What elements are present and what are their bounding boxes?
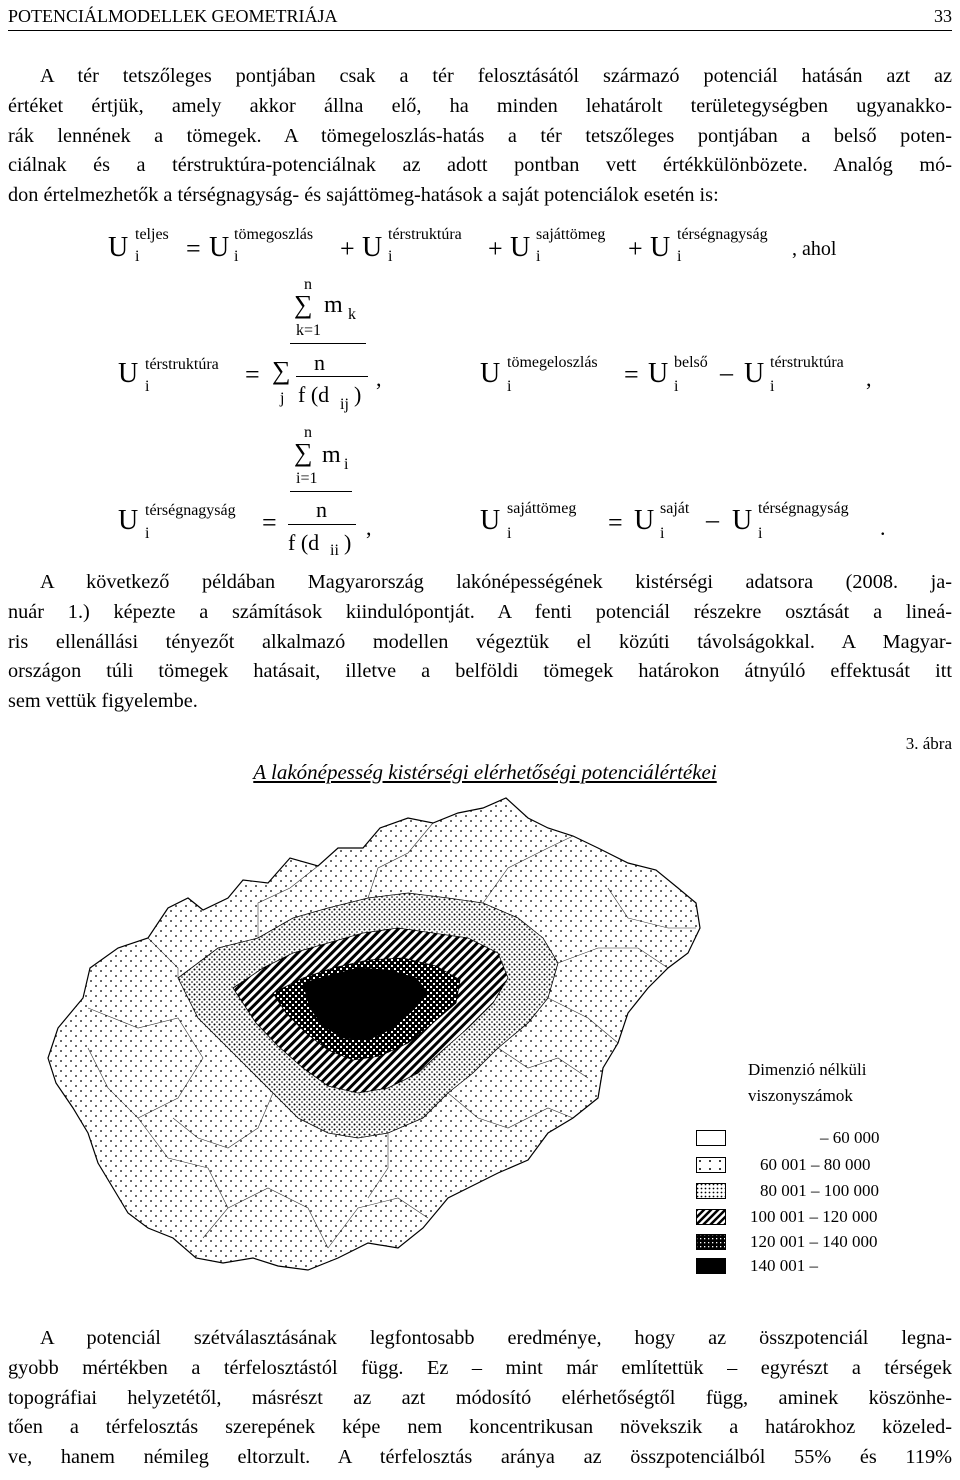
running-title: POTENCIÁLMODELLEK GEOMETRIÁJA bbox=[8, 6, 338, 26]
closing-line: tően a térfelosztás szerepének képe nem koncentrikusan növekszik a határokhoz közeled- bbox=[8, 1416, 952, 1439]
intro-line: ciálnak és a térstruktúra-potenciálnak az adott pontban vett értékkülönbözete. Analóg mó- bbox=[8, 154, 952, 177]
legend-title: Dimenzió nélküli viszonyszámok bbox=[748, 1060, 867, 1105]
intro-line: A tér tetszőleges pontjában csak a tér felosztásától származó potenciál hatásán azt az bbox=[40, 65, 952, 87]
legend-swatch bbox=[696, 1130, 726, 1146]
legend-swatch bbox=[696, 1183, 726, 1199]
closing-paragraph bbox=[8, 1324, 952, 1473]
legend-item: 60 001 – 80 000 bbox=[696, 1155, 946, 1175]
legend-swatch bbox=[696, 1157, 726, 1173]
hungary-potential-map bbox=[28, 788, 728, 1308]
intro-line: rák lennének a tömegek. A tömegeloszlás-hatás a tér tetszőleges pontjában a belső poten- bbox=[8, 124, 952, 147]
legend-item: 80 001 – 100 000 bbox=[696, 1181, 946, 1201]
page-number: 33 bbox=[934, 6, 952, 26]
running-header bbox=[8, 2, 952, 31]
legend-swatch bbox=[696, 1258, 726, 1274]
figure-title: A lakónépesség kistérségi elérhetőségi potenciálértékei bbox=[253, 760, 717, 784]
intro-line: értéket értjük, amely akkor állna elő, ha minden lehatárolt területegységben ugyanakko- bbox=[8, 94, 952, 117]
closing-line: gyobb mértékben a térfelosztástól függ. Ez – mint már említettük – egyrészt a térségek bbox=[8, 1356, 952, 1379]
body-line: A következő példában Magyarország lakónépességének kistérségi adatsora (2008. ja- bbox=[40, 571, 952, 593]
body-paragraph bbox=[8, 568, 952, 717]
legend-item: 100 001 – 120 000 bbox=[696, 1207, 946, 1227]
body-line: országon túli tömegek hatásait, illetve a belföldi tömegek határokon átnyúló effektusát itt bbox=[8, 660, 952, 683]
closing-line: ve, hanem némileg eltorzult. A térfelosztás aránya az összpotenciálból 55% és 119% bbox=[8, 1446, 952, 1469]
intro-paragraph bbox=[8, 62, 952, 211]
legend-swatch bbox=[696, 1209, 726, 1225]
legend-item: 120 001 – 140 000 bbox=[696, 1232, 946, 1252]
closing-line: A potenciál szétválasztásának legfontosabb eredménye, hogy az összpotenciál legna- bbox=[40, 1327, 952, 1349]
intro-line: don értelmezhetők a térségnagyság- és sajáttömeg-hatások a saját potenciálok esetén is: bbox=[8, 184, 719, 207]
figure-number: 3. ábra bbox=[905, 734, 952, 753]
body-line: sem vettük figyelembe. bbox=[8, 690, 198, 713]
legend-swatch bbox=[696, 1234, 726, 1250]
body-line: nuár 1.) képezte a számítások kiindulópontját. A fenti potenciál részekre osztását a lineá- bbox=[8, 600, 952, 623]
body-line: ris ellenállási tényezőt alkalmazó modellen végeztük el közúti távolságokkal. A Magyar- bbox=[8, 630, 952, 653]
legend-item: 140 001 – bbox=[696, 1256, 946, 1276]
closing-line: topográfiai helyzetétől, másrészt az azt módosító elérhetőségtől függ, aminek köszönhe- bbox=[8, 1386, 952, 1409]
legend-item: – 60 000 bbox=[696, 1128, 946, 1148]
